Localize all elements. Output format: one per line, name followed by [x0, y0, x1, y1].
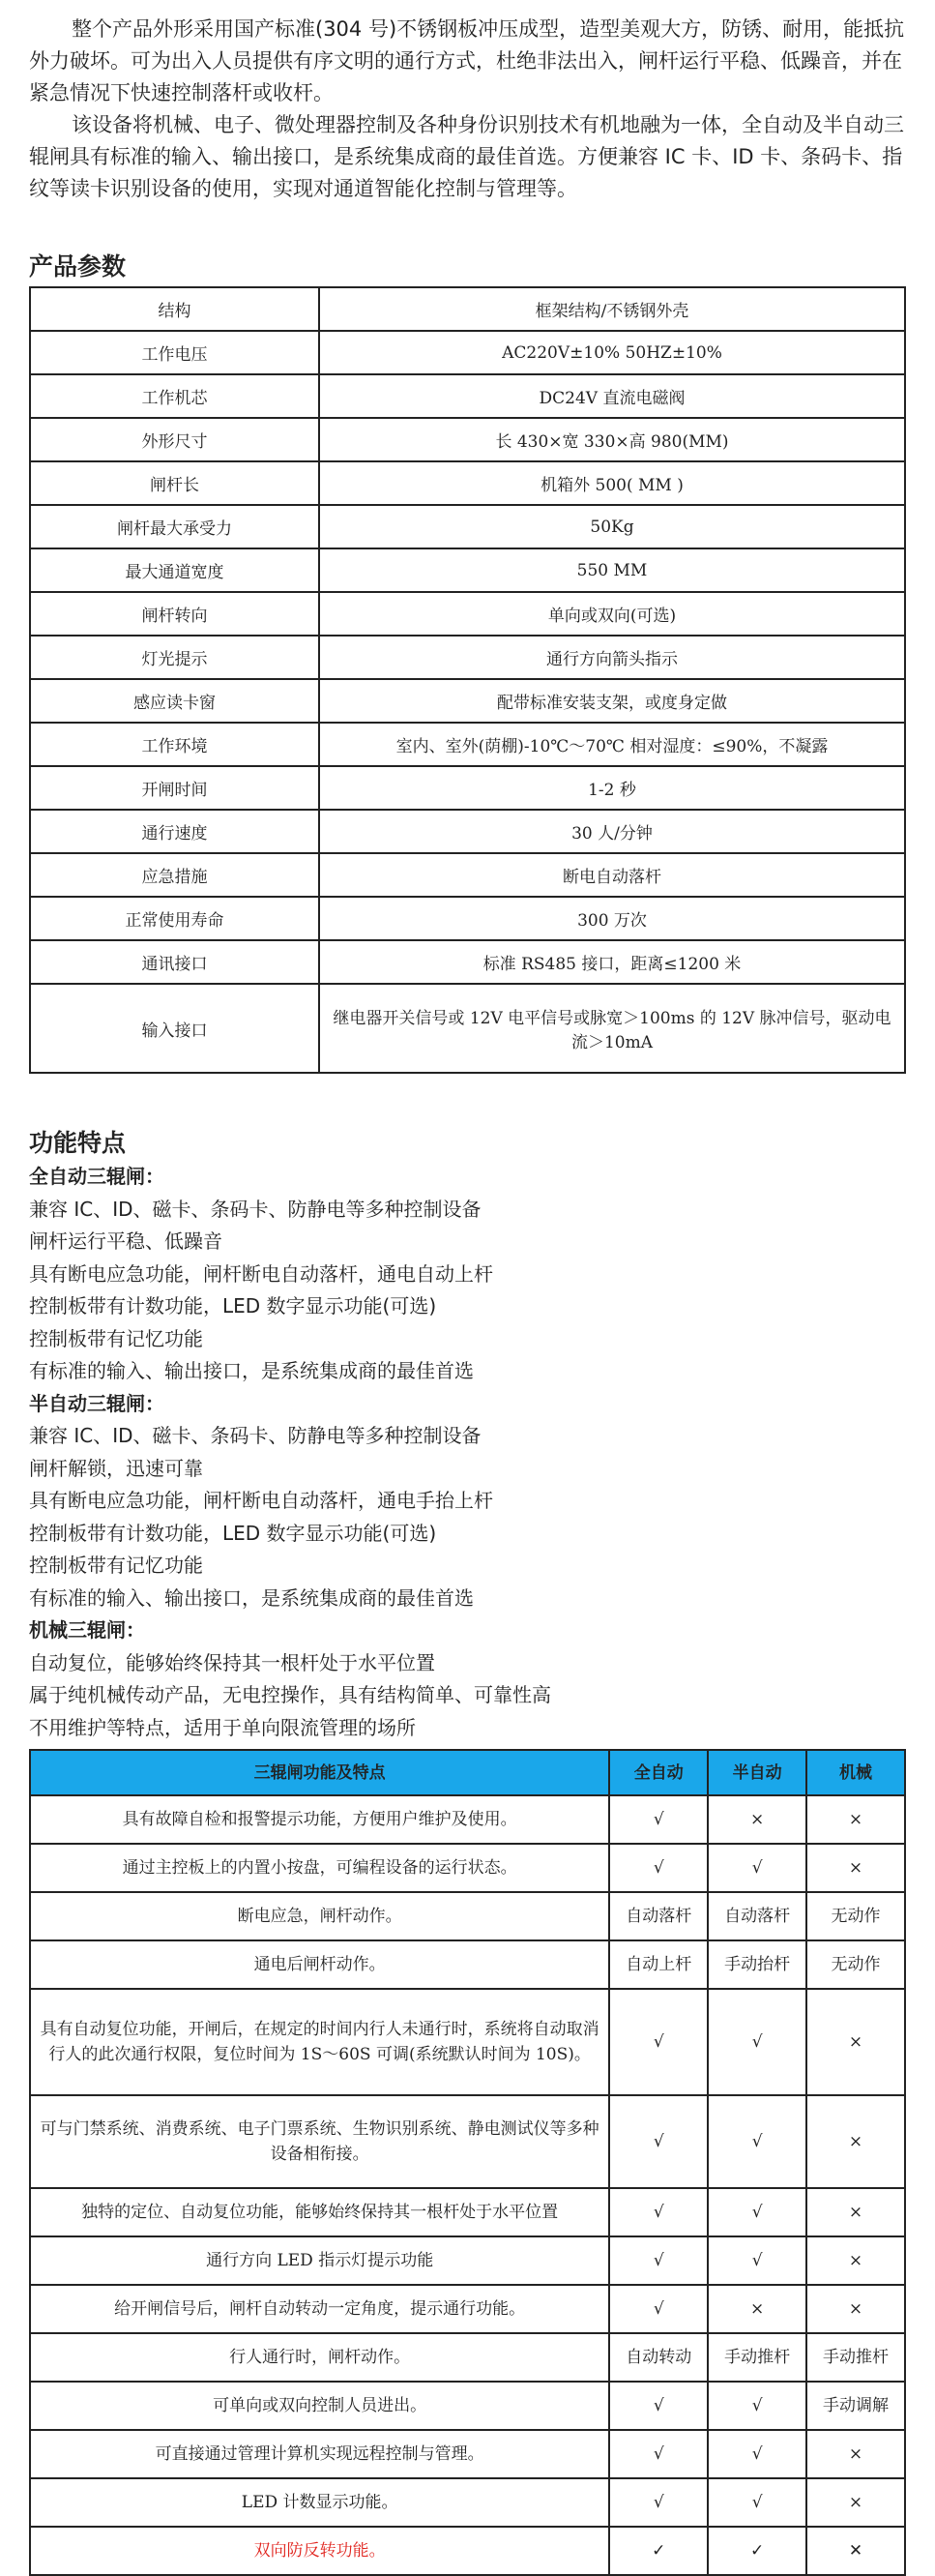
header-semi-auto: 半自动 [708, 1750, 806, 1795]
comparison-value: ✕ [806, 2527, 905, 2575]
params-row [30, 810, 905, 853]
param-name: 结构 [30, 287, 319, 331]
comparison-value: × [806, 2430, 905, 2478]
comparison-row [30, 2527, 905, 2575]
feature-item: 不用维护等特点，适用于单向限流管理的场所 [29, 1715, 416, 1739]
comparison-value: × [806, 2236, 905, 2285]
comparison-feature: LED 计数显示功能。 [30, 2478, 609, 2527]
params-row [30, 984, 905, 1073]
comparison-value: 手动抬杆 [708, 1940, 806, 1989]
comparison-value: √ [609, 2285, 708, 2333]
comparison-row [30, 1940, 905, 1989]
comparison-value: √ [708, 2382, 806, 2430]
intro-paragraph-2: 该设备将机械、电子、微处理器控制及各种身份识别技术有机地融为一体，全自动及半自动三辊闸具有标准的输入、输出接口，是系统集成商的最佳首选。方便兼容 IC 卡、ID 卡、条码卡、指纹等读卡识别设备的使用，实现对通道智能化控制与管理等。 [29, 113, 904, 200]
comparison-value: 手动调解 [806, 2382, 905, 2430]
param-name: 闸杆最大承受力 [30, 505, 319, 548]
comparison-row [30, 2285, 905, 2333]
comparison-value: 无动作 [806, 1940, 905, 1989]
param-name: 工作电压 [30, 331, 319, 374]
comparison-row [30, 2095, 905, 2188]
comparison-value: √ [609, 2188, 708, 2236]
param-name: 输入接口 [30, 984, 319, 1073]
header-full-auto: 全自动 [609, 1750, 708, 1795]
param-value: DC24V 直流电磁阀 [319, 374, 905, 418]
params-row [30, 897, 905, 940]
params-row [30, 461, 905, 505]
comparison-feature: 独特的定位、自动复位功能，能够始终保持其一根杆处于水平位置 [30, 2188, 609, 2236]
comparison-value: √ [708, 2478, 806, 2527]
param-value: 550 MM [319, 548, 905, 592]
comparison-row [30, 2430, 905, 2478]
comparison-feature: 断电应急，闸杆动作。 [30, 1892, 609, 1940]
params-row [30, 505, 905, 548]
param-value: 室内、室外(荫棚)-10℃～70℃ 相对湿度：≤90%，不凝露 [319, 723, 905, 766]
params-row [30, 679, 905, 723]
param-name: 通行速度 [30, 810, 319, 853]
param-value: 框架结构/不锈钢外壳 [319, 287, 905, 331]
comparison-row [30, 2236, 905, 2285]
comparison-row [30, 1892, 905, 1940]
comparison-value: × [806, 2478, 905, 2527]
header-mechanical: 机械 [806, 1750, 905, 1795]
comparison-value: √ [708, 1989, 806, 2095]
param-name: 最大通道宽度 [30, 548, 319, 592]
params-table [29, 286, 906, 1074]
param-value: 继电器开关信号或 12V 电平信号或脉宽＞100ms 的 12V 脉冲信号，驱动电流＞10mA [319, 984, 905, 1073]
param-name: 正常使用寿命 [30, 897, 319, 940]
feature-item: 有标准的输入、输出接口，是系统集成商的最佳首选 [29, 1585, 474, 1610]
feature-item: 闸杆解锁，迅速可靠 [29, 1456, 203, 1480]
comparison-value: 手动推杆 [708, 2333, 806, 2382]
feature-item: 兼容 IC、ID、磁卡、条码卡、防静电等多种控制设备 [29, 1424, 482, 1447]
comparison-value: √ [708, 2430, 806, 2478]
feature-item: 具有断电应急功能，闸杆断电自动落杆，通电自动上杆 [29, 1261, 493, 1286]
feature-item: 闸杆运行平稳、低躁音 [29, 1229, 222, 1253]
comparison-feature: 行人通行时，闸杆动作。 [30, 2333, 609, 2382]
comparison-value: 手动推杆 [806, 2333, 905, 2382]
feature-item: 有标准的输入、输出接口，是系统集成商的最佳首选 [29, 1359, 474, 1382]
feature-item: 兼容 IC、ID、磁卡、条码卡、防静电等多种控制设备 [29, 1197, 482, 1221]
comparison-value: √ [609, 1989, 708, 2095]
comparison-row [30, 2478, 905, 2527]
comparison-value: × [806, 1795, 905, 1844]
params-row [30, 331, 905, 374]
params-row [30, 592, 905, 636]
comparison-feature: 具有故障自检和报警提示功能，方便用户维护及使用。 [30, 1795, 609, 1844]
comparison-feature: 给开闸信号后，闸杆自动转动一定角度，提示通行功能。 [30, 2285, 609, 2333]
param-name: 开闸时间 [30, 766, 319, 810]
features-list [29, 1161, 906, 1744]
params-row [30, 548, 905, 592]
comparison-feature: 可直接通过管理计算机实现远程控制与管理。 [30, 2430, 609, 2478]
comparison-feature: 通过主控板上的内置小按盘，可编程设备的运行状态。 [30, 1844, 609, 1892]
param-value: 标准 RS485 接口，距离≤1200 米 [319, 940, 905, 984]
comparison-value: × [708, 2285, 806, 2333]
comparison-value: × [806, 2188, 905, 2236]
comparison-row [30, 2188, 905, 2236]
feature-group-title: 半自动三辊闸： [29, 1391, 164, 1415]
comparison-value: √ [609, 2430, 708, 2478]
param-value: 通行方向箭头指示 [319, 636, 905, 679]
feature-group-title: 机械三辊闸： [29, 1618, 145, 1642]
comparison-value: × [806, 1844, 905, 1892]
param-name: 灯光提示 [30, 636, 319, 679]
param-value: 断电自动落杆 [319, 853, 905, 897]
param-value: 300 万次 [319, 897, 905, 940]
feature-item: 属于纯机械传动产品，无电控操作，具有结构简单、可靠性高 [29, 1683, 551, 1706]
param-value: 单向或双向(可选) [319, 592, 905, 636]
param-name: 通讯接口 [30, 940, 319, 984]
comparison-table [29, 1749, 906, 2576]
param-name: 感应读卡窗 [30, 679, 319, 723]
feature-item: 控制板带有计数功能，LED 数字显示功能(可选) [29, 1294, 437, 1318]
params-row [30, 853, 905, 897]
params-row [30, 418, 905, 461]
comparison-feature: 通电后闸杆动作。 [30, 1940, 609, 1989]
param-name: 应急措施 [30, 853, 319, 897]
comparison-value: √ [609, 2382, 708, 2430]
comparison-value: √ [708, 2188, 806, 2236]
comparison-feature: 可单向或双向控制人员进出。 [30, 2382, 609, 2430]
param-name: 外形尺寸 [30, 418, 319, 461]
comparison-value: √ [609, 2095, 708, 2188]
comparison-row [30, 1989, 905, 2095]
comparison-feature: 双向防反转功能。 [30, 2527, 609, 2575]
params-row [30, 940, 905, 984]
param-name: 工作环境 [30, 723, 319, 766]
params-row [30, 287, 905, 331]
param-name: 闸杆长 [30, 461, 319, 505]
comparison-value: × [806, 2285, 905, 2333]
comparison-value: 自动落杆 [708, 1892, 806, 1940]
comparison-row [30, 2382, 905, 2430]
feature-item: 控制板带有记忆功能 [29, 1554, 203, 1577]
comparison-value: √ [708, 1844, 806, 1892]
comparison-value: 自动上杆 [609, 1940, 708, 1989]
comparison-value: √ [708, 2236, 806, 2285]
param-value: AC220V±10% 50HZ±10% [319, 331, 905, 374]
comparison-value: √ [609, 2478, 708, 2527]
comparison-row [30, 2333, 905, 2382]
header-feature: 三辊闸功能及特点 [30, 1750, 609, 1795]
intro-paragraph-1: 整个产品外形采用国产标准(304 号)不锈钢板冲压成型，造型美观大方，防锈、耐用，能抵抗外力破坏。可为出入人员提供有序文明的通行方式，杜绝非法出入，闸杆运行平稳、低躁音，并在紧急情况下快速控制落杆或收杆。 [29, 17, 905, 104]
params-row [30, 374, 905, 418]
param-value: 1-2 秒 [319, 766, 905, 810]
comparison-value: × [708, 1795, 806, 1844]
comparison-value: ✓ [609, 2527, 708, 2575]
feature-group-title: 全自动三辊闸： [29, 1165, 164, 1188]
feature-item: 控制板带有计数功能，LED 数字显示功能(可选) [29, 1521, 437, 1545]
comparison-row [30, 1795, 905, 1844]
intro-text [29, 14, 906, 205]
param-value: 30 人/分钟 [319, 810, 905, 853]
comparison-feature: 具有自动复位功能，开闸后，在规定的时间内行人未通行时，系统将自动取消行人的此次通行权限，复位时间为 1S～60S 可调(系统默认时间为 10S)。 [30, 1989, 609, 2095]
comparison-row [30, 1844, 905, 1892]
param-value: 配带标准安装支架，或度身定做 [319, 679, 905, 723]
feature-item: 自动复位，能够始终保持其一根杆处于水平位置 [29, 1650, 435, 1674]
comparison-header-row [30, 1750, 905, 1795]
comparison-value: ✓ [708, 2527, 806, 2575]
param-value: 机箱外 500( MM ) [319, 461, 905, 505]
param-value: 50Kg [319, 505, 905, 548]
features-heading: 功能特点 [29, 1129, 127, 1157]
feature-item: 控制板带有记忆功能 [29, 1326, 203, 1350]
comparison-value: √ [609, 2236, 708, 2285]
comparison-value: √ [609, 1844, 708, 1892]
param-name: 闸杆转向 [30, 592, 319, 636]
comparison-value: √ [708, 2095, 806, 2188]
comparison-value: × [806, 1989, 905, 2095]
params-row [30, 636, 905, 679]
comparison-value: √ [609, 1795, 708, 1844]
params-row [30, 723, 905, 766]
feature-item: 具有断电应急功能，闸杆断电自动落杆，通电手抬上杆 [29, 1489, 493, 1512]
comparison-feature: 可与门禁系统、消费系统、电子门票系统、生物识别系统、静电测试仪等多种设备相衔接。 [30, 2095, 609, 2188]
comparison-value: 自动落杆 [609, 1892, 708, 1940]
comparison-value: 无动作 [806, 1892, 905, 1940]
params-heading: 产品参数 [29, 252, 127, 281]
comparison-feature: 通行方向 LED 指示灯提示功能 [30, 2236, 609, 2285]
param-value: 长 430×宽 330×高 980(MM) [319, 418, 905, 461]
param-name: 工作机芯 [30, 374, 319, 418]
comparison-value: × [806, 2095, 905, 2188]
comparison-value: 自动转动 [609, 2333, 708, 2382]
params-row [30, 766, 905, 810]
